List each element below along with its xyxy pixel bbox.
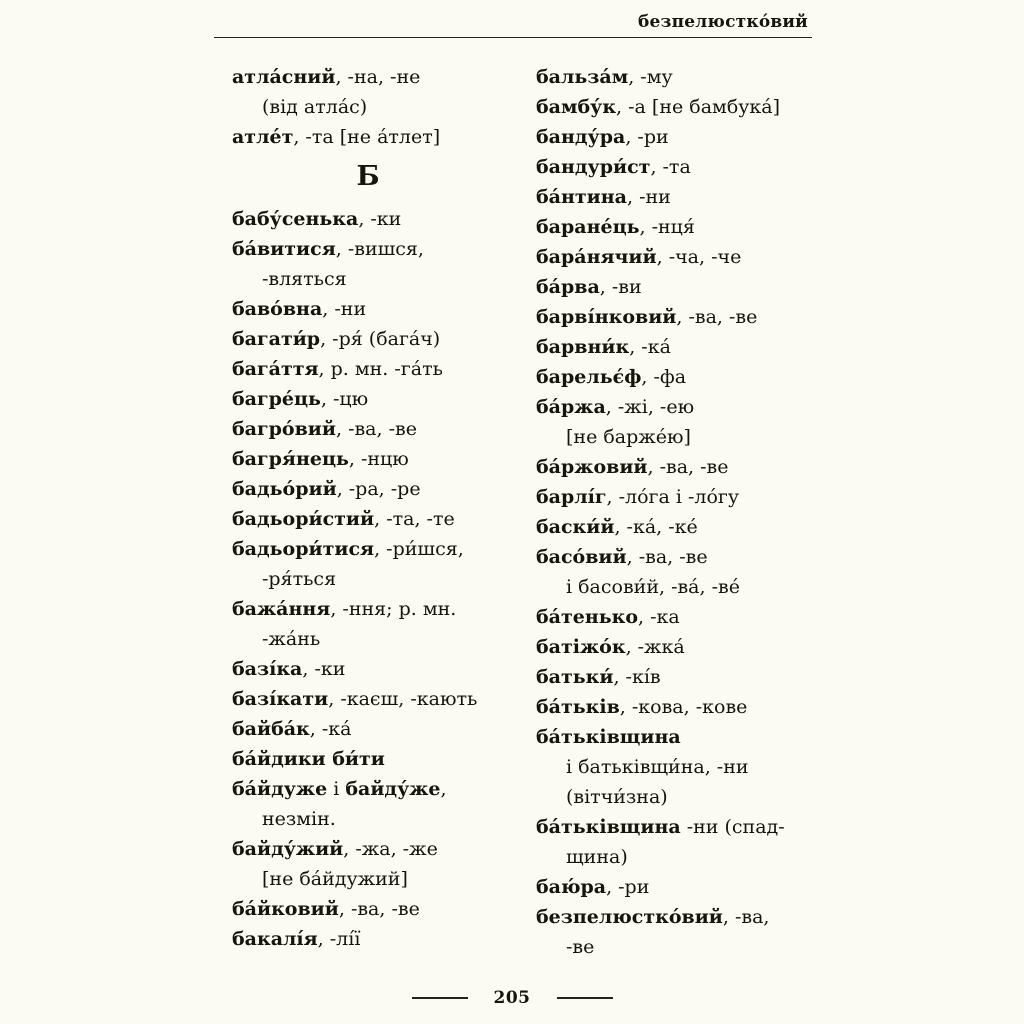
headword: барлі́г bbox=[536, 486, 607, 508]
header-rule bbox=[214, 37, 812, 38]
entry-text: , -ва, bbox=[722, 906, 770, 928]
entry-first-line bbox=[232, 294, 504, 324]
entry-text: , -ча, -че bbox=[656, 246, 742, 268]
entry-first-line bbox=[536, 362, 812, 392]
entry-continuation-line bbox=[232, 624, 504, 654]
dictionary-entry bbox=[232, 894, 504, 924]
entry-text: , -му bbox=[628, 66, 673, 88]
entry-first-line bbox=[536, 242, 812, 272]
headword: бамбу́к bbox=[536, 96, 617, 118]
entry-text: [не барже́ю] bbox=[566, 426, 691, 448]
dictionary-entry bbox=[536, 482, 812, 512]
entry-first-line bbox=[536, 122, 812, 152]
headword: ба́ржовий bbox=[536, 456, 648, 478]
entry-first-line bbox=[536, 452, 812, 482]
entry-first-line bbox=[536, 872, 812, 902]
headword: бажа́ння bbox=[232, 598, 331, 620]
entry-text: , -кова, -кове bbox=[619, 696, 748, 718]
dictionary-entry bbox=[232, 294, 504, 324]
page-content bbox=[214, 12, 812, 962]
dictionary-entry bbox=[536, 302, 812, 332]
entry-first-line bbox=[536, 902, 812, 932]
dictionary-entry bbox=[536, 362, 812, 392]
dictionary-entry bbox=[536, 182, 812, 212]
entry-first-line bbox=[536, 62, 812, 92]
headword: ба́рва bbox=[536, 276, 600, 298]
dictionary-entry bbox=[232, 924, 504, 954]
entry-text: -жа́нь bbox=[262, 628, 321, 650]
entry-text: і басови́й, -ва́, -ве́ bbox=[566, 576, 740, 598]
headword: багре́ць bbox=[232, 388, 321, 410]
entry-first-line bbox=[232, 354, 504, 384]
entry-continuation-line bbox=[232, 864, 504, 894]
entry-text: , -ки bbox=[302, 658, 346, 680]
entry-text: , -лі́ї bbox=[317, 928, 361, 950]
entry-first-line bbox=[536, 542, 812, 572]
dictionary-entry bbox=[232, 684, 504, 714]
entry-text: , -ка́, -ке́ bbox=[614, 516, 698, 538]
entry-text: , -ва, -ве bbox=[647, 456, 729, 478]
entry-first-line bbox=[232, 714, 504, 744]
dictionary-entry bbox=[536, 272, 812, 302]
dictionary-entry bbox=[536, 662, 812, 692]
dictionary-entry bbox=[232, 384, 504, 414]
headword: бара́нячий bbox=[536, 246, 657, 268]
entry-text: , -ви bbox=[599, 276, 642, 298]
headword: барельє́ф bbox=[536, 366, 642, 388]
entry-text: , -ва, -ве bbox=[676, 306, 758, 328]
entry-text: , -нця́ bbox=[639, 216, 695, 238]
entry-text: , -ки bbox=[358, 208, 402, 230]
entry-text: , -та bbox=[650, 156, 691, 178]
dictionary-entry bbox=[232, 834, 504, 894]
headword: бадьо́рий bbox=[232, 478, 337, 500]
entry-text: , -ва, -ве bbox=[335, 418, 417, 440]
entry-text: , -на, -не bbox=[335, 66, 421, 88]
dictionary-entry bbox=[536, 632, 812, 662]
headword: базі́кати bbox=[232, 688, 329, 710]
footer-rule-left bbox=[412, 997, 468, 999]
entry-text: , -жка́ bbox=[625, 636, 685, 658]
dictionary-entry bbox=[536, 332, 812, 362]
headword: ба́тьківщина bbox=[536, 726, 681, 748]
dictionary-entry bbox=[536, 902, 812, 962]
section-letter: Б bbox=[356, 161, 380, 192]
entry-first-line bbox=[536, 92, 812, 122]
entry-text: , -ри́шся, bbox=[374, 538, 464, 560]
dictionary-entry bbox=[232, 122, 504, 152]
headword: ба́ржа bbox=[536, 396, 606, 418]
dictionary-entry bbox=[232, 774, 504, 834]
headword: басо́вий bbox=[536, 546, 627, 568]
headword: багря́нець bbox=[232, 448, 349, 470]
entry-first-line bbox=[232, 894, 504, 924]
entry-first-line bbox=[232, 204, 504, 234]
entry-first-line bbox=[232, 834, 504, 864]
headword: байду́жий bbox=[232, 838, 344, 860]
dictionary-entry bbox=[536, 602, 812, 632]
entry-text: , -та, -те bbox=[374, 508, 455, 530]
entry-continuation-line bbox=[536, 782, 812, 812]
headword: баю́ра bbox=[536, 876, 607, 898]
running-head: безпелюстко́вий bbox=[637, 12, 808, 32]
entry-first-line bbox=[536, 692, 812, 722]
dictionary-entry bbox=[536, 692, 812, 722]
dictionary-entry bbox=[232, 534, 504, 594]
entry-first-line bbox=[232, 324, 504, 354]
entry-first-line bbox=[536, 392, 812, 422]
dictionary-entry bbox=[536, 212, 812, 242]
column-right bbox=[536, 62, 812, 962]
headword: барві́нковий bbox=[536, 306, 677, 328]
dictionary-entry bbox=[232, 444, 504, 474]
dictionary-entry bbox=[536, 722, 812, 812]
headword: баране́ць bbox=[536, 216, 640, 238]
dictionary-entry bbox=[536, 152, 812, 182]
headword: батьки́ bbox=[536, 666, 614, 688]
entry-text: , -ка́ bbox=[629, 336, 671, 358]
dictionary-entry bbox=[232, 504, 504, 534]
headword: батіжо́к bbox=[536, 636, 626, 658]
dictionary-entry bbox=[232, 324, 504, 354]
headword: багати́р bbox=[232, 328, 321, 350]
entry-text: (вітчи́зна) bbox=[566, 786, 668, 808]
headword: банду́ра bbox=[536, 126, 626, 148]
entry-text: [не ба́йдужий] bbox=[262, 868, 408, 890]
headword: ба́витися bbox=[232, 238, 336, 260]
entry-text: , -ка bbox=[638, 606, 680, 628]
entry-first-line bbox=[536, 812, 812, 842]
entry-text: , -та [не а́тлет] bbox=[293, 126, 441, 148]
entry-text: , -жі, -ею bbox=[605, 396, 695, 418]
headword: баво́вна bbox=[232, 298, 323, 320]
headword: атла́сний bbox=[232, 66, 336, 88]
headword: ба́тьківщина bbox=[536, 816, 681, 838]
headword: атле́т bbox=[232, 126, 294, 148]
dictionary-entry bbox=[232, 714, 504, 744]
entry-continuation-line bbox=[536, 572, 812, 602]
entry-continuation-line bbox=[232, 92, 504, 122]
entry-continuation-line bbox=[536, 422, 812, 452]
dictionary-entry bbox=[232, 474, 504, 504]
dictionary-entry bbox=[536, 62, 812, 92]
headword: баски́й bbox=[536, 516, 615, 538]
dictionary-entry bbox=[232, 354, 504, 384]
headword: ба́йдики би́ти bbox=[232, 748, 385, 770]
page-number: 205 bbox=[493, 988, 531, 1008]
entry-first-line bbox=[232, 744, 504, 774]
entry-text: , -ра, -ре bbox=[336, 478, 421, 500]
entry-first-line bbox=[232, 504, 504, 534]
dictionary-entry bbox=[232, 234, 504, 294]
dictionary-entry bbox=[536, 92, 812, 122]
headword: бадьори́тися bbox=[232, 538, 375, 560]
entry-text: (від атла́с) bbox=[262, 96, 368, 118]
headword: базі́ка bbox=[232, 658, 303, 680]
entry-continuation-line bbox=[232, 804, 504, 834]
headword: бага́ття bbox=[232, 358, 319, 380]
entry-text: -ве bbox=[566, 936, 595, 958]
dictionary-entry bbox=[536, 392, 812, 452]
entry-text: -ни (спад- bbox=[680, 816, 785, 838]
dictionary-entry bbox=[536, 812, 812, 872]
headword: ба́нтина bbox=[536, 186, 627, 208]
entry-text: щина) bbox=[566, 846, 628, 868]
entry-first-line bbox=[232, 444, 504, 474]
entry-first-line bbox=[536, 662, 812, 692]
entry-first-line bbox=[536, 512, 812, 542]
entry-text: і батьківщи́на, -ни bbox=[566, 756, 749, 778]
dictionary-entry bbox=[232, 204, 504, 234]
entry-text: незмін. bbox=[262, 808, 336, 830]
entry-first-line bbox=[536, 722, 812, 752]
entry-continuation-line bbox=[232, 264, 504, 294]
headword: ба́йковий bbox=[232, 898, 339, 920]
entry-first-line bbox=[536, 482, 812, 512]
entry-first-line bbox=[232, 62, 504, 92]
dictionary-entry bbox=[536, 542, 812, 602]
entry-text: , -ва, -ве bbox=[338, 898, 420, 920]
entry-first-line bbox=[232, 474, 504, 504]
entry-first-line bbox=[536, 182, 812, 212]
dictionary-entry bbox=[536, 242, 812, 272]
entry-text: , -ри bbox=[625, 126, 669, 148]
entry-continuation-line bbox=[232, 564, 504, 594]
entry-first-line bbox=[232, 684, 504, 714]
entry-text: , -ри bbox=[606, 876, 650, 898]
entry-text: , -ка́ bbox=[309, 718, 352, 740]
dictionary-entry bbox=[232, 654, 504, 684]
entry-text: , -ння; р. мн. bbox=[330, 598, 457, 620]
entry-first-line bbox=[232, 594, 504, 624]
dictionary-entry bbox=[536, 122, 812, 152]
entry-first-line bbox=[232, 654, 504, 684]
dictionary-entry bbox=[232, 414, 504, 444]
headword: ба́йдуже bbox=[232, 778, 328, 800]
dictionary-entry bbox=[232, 594, 504, 654]
entry-text: -ря́ться bbox=[262, 568, 337, 590]
headword: барвни́к bbox=[536, 336, 630, 358]
entry-text: , -ни bbox=[322, 298, 367, 320]
entry-first-line bbox=[536, 212, 812, 242]
headword: багро́вий bbox=[232, 418, 336, 440]
entry-first-line bbox=[536, 332, 812, 362]
entry-first-line bbox=[536, 272, 812, 302]
entry-first-line bbox=[536, 602, 812, 632]
entry-first-line bbox=[232, 234, 504, 264]
headword: ба́тьків bbox=[536, 696, 620, 718]
entry-text: , -ва, -ве bbox=[626, 546, 708, 568]
entry-first-line bbox=[536, 632, 812, 662]
headword: бакалі́я bbox=[232, 928, 318, 950]
headword: ба́тенько bbox=[536, 606, 639, 628]
entry-text: , -жа, -же bbox=[343, 838, 438, 860]
entry-text: , -кі́в bbox=[613, 666, 661, 688]
column-left bbox=[232, 62, 504, 962]
entry-text: і bbox=[327, 778, 346, 800]
entry-first-line bbox=[536, 302, 812, 332]
dictionary-entry bbox=[536, 872, 812, 902]
entry-text: -вляться bbox=[262, 268, 347, 290]
entry-first-line bbox=[232, 414, 504, 444]
dictionary-entry bbox=[232, 62, 504, 122]
entry-first-line bbox=[232, 924, 504, 954]
headword: безпелюстко́вий bbox=[536, 906, 723, 928]
entry-first-line bbox=[232, 122, 504, 152]
headword: бабу́сенька bbox=[232, 208, 359, 230]
page-footer bbox=[0, 988, 1024, 1008]
headword: бальза́м bbox=[536, 66, 629, 88]
entry-first-line bbox=[536, 152, 812, 182]
dictionary-entry bbox=[536, 452, 812, 482]
dictionary-entry bbox=[536, 512, 812, 542]
entry-text: , -фа bbox=[641, 366, 687, 388]
entry-continuation-line bbox=[536, 932, 812, 962]
entry-text: , -ни bbox=[626, 186, 671, 208]
entry-text: , -ря́ (бага́ч) bbox=[320, 328, 441, 350]
headword: бадьори́стий bbox=[232, 508, 375, 530]
headword: байду́же bbox=[345, 778, 441, 800]
columns-container bbox=[214, 62, 812, 962]
entry-continuation-line bbox=[536, 842, 812, 872]
footer-rule-right bbox=[557, 997, 613, 999]
entry-text: , -вишся, bbox=[335, 238, 424, 260]
entry-text: , -ло́га і -ло́гу bbox=[606, 486, 740, 508]
dictionary-entry bbox=[232, 744, 504, 774]
entry-first-line bbox=[232, 384, 504, 414]
entry-first-line bbox=[232, 774, 504, 804]
entry-continuation-line bbox=[536, 752, 812, 782]
entry-text: , -нцю bbox=[348, 448, 409, 470]
entry-text: , -каєш, -кають bbox=[328, 688, 478, 710]
entry-text: , р. мн. -га́ть bbox=[318, 358, 443, 380]
entry-first-line bbox=[232, 534, 504, 564]
headword: байба́к bbox=[232, 718, 310, 740]
headword: бандури́ст bbox=[536, 156, 651, 178]
entry-text: , -цю bbox=[320, 388, 369, 410]
entry-text: , -а [не бамбука́] bbox=[616, 96, 781, 118]
entry-text: , bbox=[440, 778, 447, 800]
